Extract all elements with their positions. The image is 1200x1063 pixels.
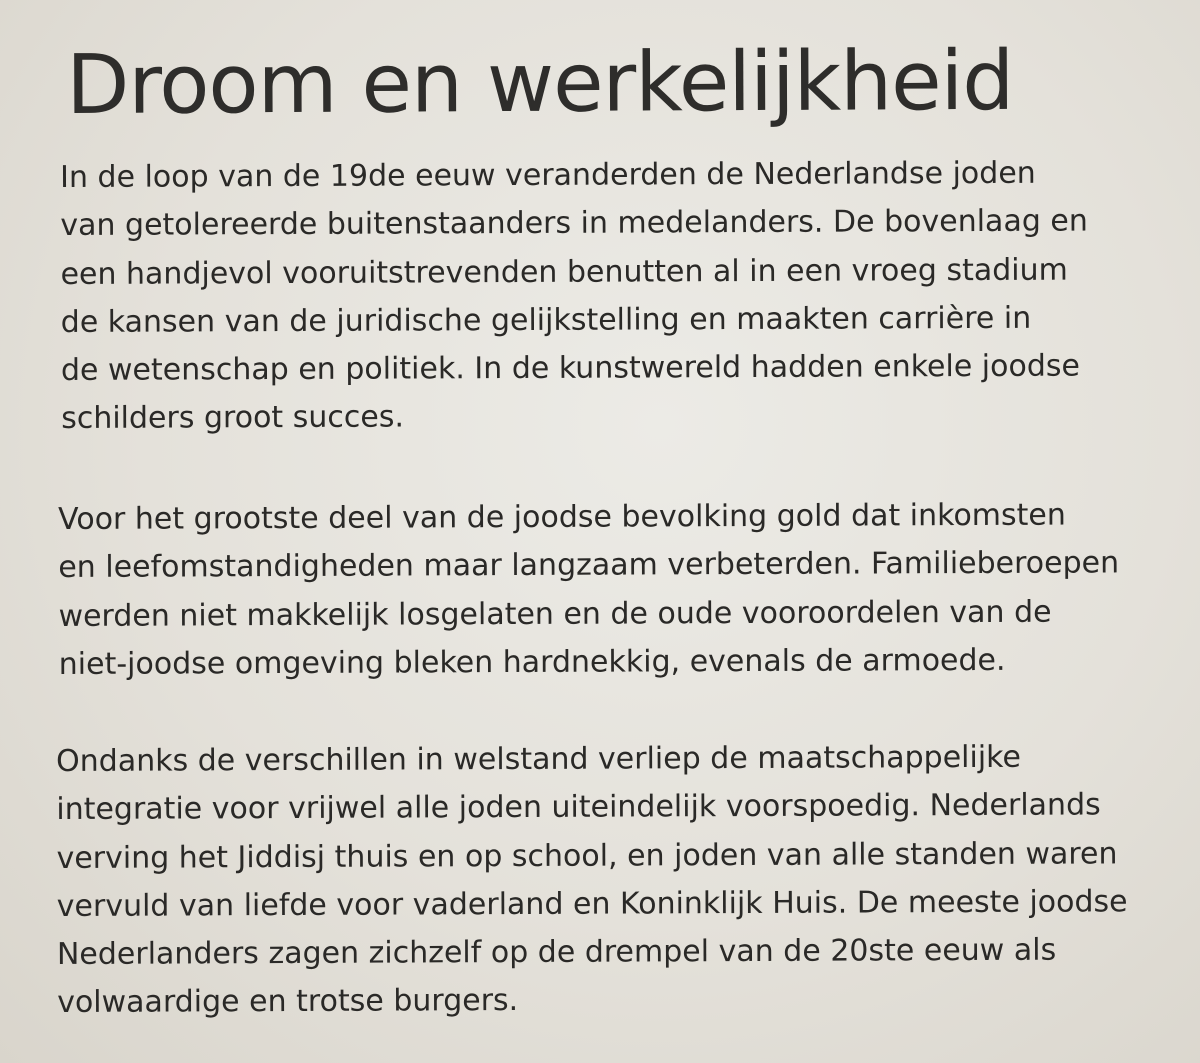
text-line: en leefomstandigheden maar langzaam verbeterden. Familieberoepen	[58, 545, 1120, 586]
text-line: werden niet makkelijk losgelaten en de oude vooroordelen van de	[58, 594, 1052, 634]
text-line: In de loop van de 19de eeuw veranderden de Nederlandse joden	[60, 155, 1036, 195]
text-line: niet-joodse omgeving bleken hardnekkig, evenals de armoede.	[58, 642, 1006, 682]
panel-title: Droom en werkelijkheid	[66, 33, 1014, 133]
text-line: verving het Jiddisj thuis en op school, en joden van alle standen waren	[56, 835, 1118, 876]
paragraph-2	[58, 491, 1120, 689]
text-line: de kansen van de juridische gelijkstelling en maakten carrière in	[60, 300, 1032, 340]
text-line: integratie voor vrijwel alle joden uiteindelijk voorspoedig. Nederlands	[56, 787, 1101, 828]
text-line: de wetenschap en politiek. In de kunstwereld hadden enkele joodse	[60, 348, 1081, 389]
text-line: schilders groot succes.	[61, 399, 405, 437]
text-line: Ondanks de verschillen in welstand verliep de maatschappelijke	[56, 739, 1021, 779]
paragraph-1	[60, 150, 1089, 444]
text-line: van getolereerde buitenstaanders in medelanders. De bovenlaag en	[60, 203, 1088, 244]
text-line: vervuld van liefde voor vaderland en Koninklijk Huis. De meeste joodse	[56, 884, 1128, 924]
text-line: Voor het grootste deel van de joodse bevolking gold dat inkomsten	[58, 497, 1066, 537]
text-line: Nederlanders zagen zichzelf op de drempel van de 20ste eeuw als	[56, 932, 1057, 973]
paragraph-3	[56, 733, 1128, 1027]
text-line: een handjevol vooruitstrevenden benutten al in een vroeg stadium	[60, 252, 1068, 292]
text-line: volwaardige en trotse burgers.	[57, 983, 519, 1021]
